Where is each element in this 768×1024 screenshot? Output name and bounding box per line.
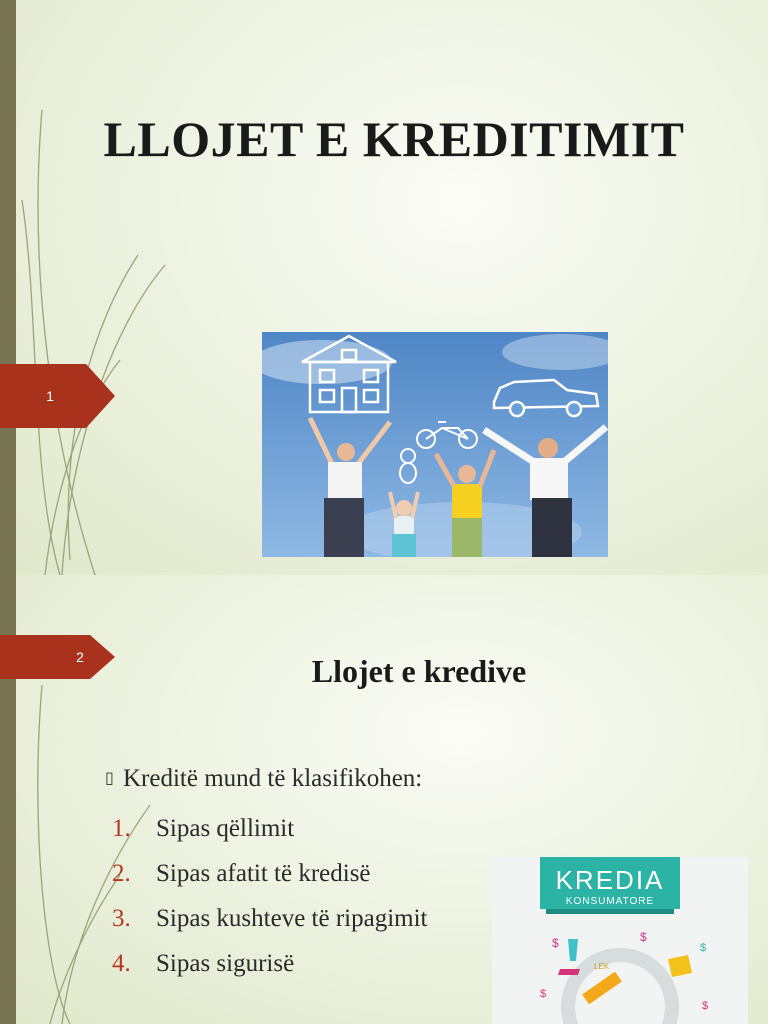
family-photo bbox=[262, 332, 608, 557]
classification-list bbox=[112, 813, 427, 993]
shoe-icon bbox=[558, 969, 580, 975]
slide-number: 1 bbox=[46, 388, 54, 404]
list-item: 1. Sipas qëllimit bbox=[112, 815, 295, 842]
booklet-label: LEK bbox=[594, 962, 610, 971]
lead-text-row bbox=[105, 765, 422, 793]
list-item: 2. Sipas afatit të kredisë bbox=[112, 860, 371, 887]
slide-title: LLOJET E KREDITIMIT bbox=[103, 111, 685, 167]
bullet-icon: ▯ bbox=[105, 768, 114, 787]
decorative-stems bbox=[0, 0, 200, 575]
slide-2 bbox=[0, 575, 768, 1024]
slide-number: 2 bbox=[76, 649, 84, 665]
dollar-icon: $ bbox=[552, 936, 559, 950]
dollar-icon: $ bbox=[702, 1000, 709, 1012]
dollar-icon: $ bbox=[700, 942, 707, 954]
lead-text: Kreditë mund të klasifikohen: bbox=[123, 765, 423, 792]
list-item: 3. Sipas kushteve të ripagimit bbox=[112, 905, 428, 932]
boot-icon bbox=[668, 955, 692, 977]
dollar-icon: $ bbox=[640, 930, 647, 944]
slide-number-tab bbox=[0, 635, 115, 679]
slide-sidebar bbox=[0, 0, 16, 575]
dollar-icon: $ bbox=[540, 988, 547, 1000]
booklet-title: KREDIA bbox=[555, 865, 665, 895]
list-item: 4. Sipas sigurisë bbox=[112, 950, 295, 977]
consumer-credit-booklet-image bbox=[492, 857, 748, 1024]
booklet-subtitle: KONSUMATORE bbox=[565, 896, 655, 907]
slide-subtitle: Llojet e kredive bbox=[311, 653, 527, 689]
slide-number-tab bbox=[0, 364, 115, 428]
